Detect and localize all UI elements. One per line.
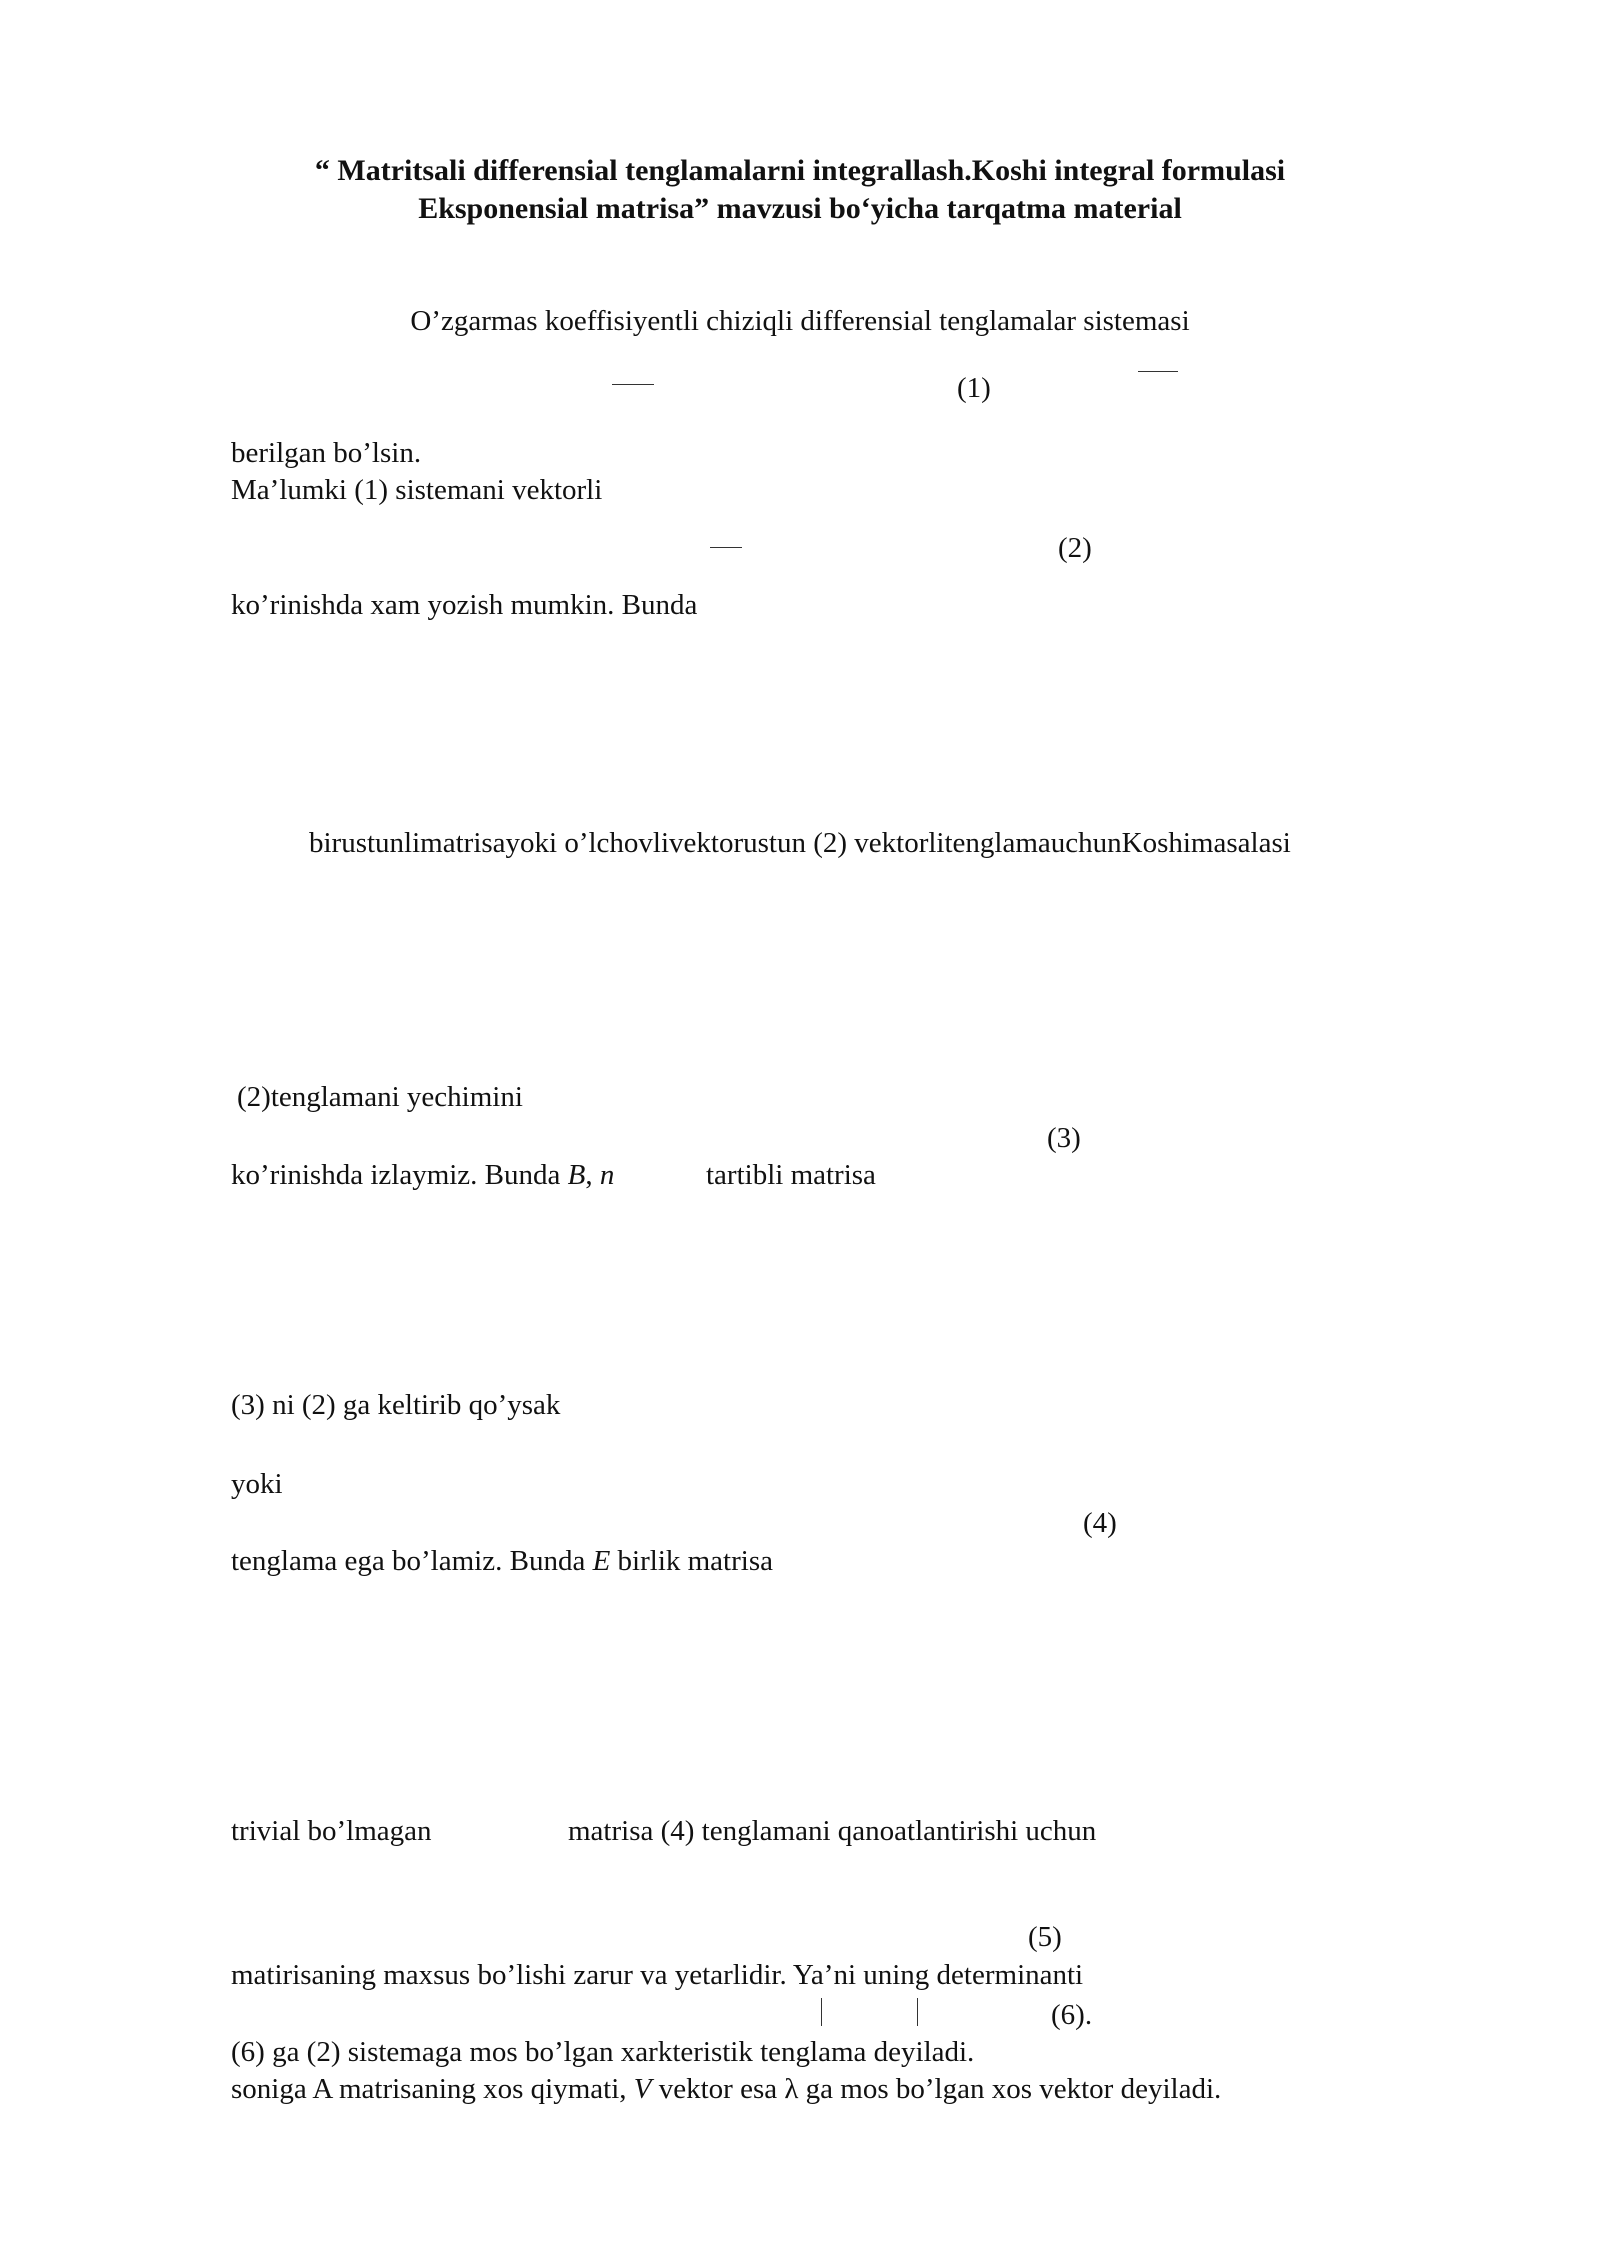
eigen-suffix: vektor esa λ ga mos bo’lgan xos vektor deyiladi. (651, 2073, 1222, 2105)
equation-suffix: birlik matrisa (610, 1545, 773, 1577)
identity-E-symbol: E (592, 1545, 611, 1577)
view-text: ko’rinishda xam yozish mumkin. Bunda (231, 589, 698, 621)
characteristic-text: (6) ga (2) sistemaga mos bo’lgan xarkteristik tenglama deyiladi. (231, 2036, 975, 2068)
eigen-prefix: soniga A matrisaning xos qiymati, (231, 2073, 634, 2105)
trivial-text-left: trivial bo’lmagan (231, 1815, 432, 1847)
equation-text (231, 1543, 773, 1579)
fraction-bar-2 (1138, 371, 1178, 372)
intro-text: O’zgarmas koeffisiyentli chiziqli differensial tenglamalar sistemasi (410, 305, 1190, 337)
fraction-bar-3 (710, 547, 742, 548)
special-matrix-text: matirisaning maxsus bo’lishi zarur va yetarlidir. Ya’ni uning determinanti (231, 1959, 1084, 1991)
equation-5-label: (5) (1028, 1921, 1062, 1953)
fraction-bar-1 (612, 384, 654, 385)
search-prefix: ko’rinishda izlaymiz. Bunda (231, 1159, 568, 1191)
eigen-text (231, 2071, 1221, 2107)
equation-1-label: (1) (957, 372, 991, 404)
document-title-line-1: “ Matritsali differensial tenglamalarni integrallash.Koshi integral formulasi (314, 154, 1286, 187)
determinant-bar-left (821, 1998, 822, 2026)
equation-3-label: (3) (1047, 1122, 1081, 1154)
solution-text: (2)tenglamani yechimini (237, 1081, 523, 1113)
search-comma: , (585, 1159, 600, 1191)
column-matrix-text: birustunlimatrisayoki o’lchovlivektorustun (2) vektorlitenglamauchunKoshimasalasi (309, 827, 1291, 859)
or-text: yoki (231, 1468, 283, 1500)
substitute-text: (3) ni (2) ga keltirib qo’ysak (231, 1389, 561, 1421)
document-title-line-2: Eksponensial matrisa” mavzusi bo‘yicha tarqatma material (418, 192, 1182, 225)
trivial-text-right: matrisa (4) tenglamani qanoatlantirishi uchun (568, 1815, 1097, 1847)
matrix-B-symbol: B (567, 1159, 586, 1191)
equation-6-label: (6). (1051, 1999, 1093, 2031)
eigenvector-V-symbol: V (633, 2073, 652, 2105)
determinant-bar-right (917, 1998, 918, 2026)
given-text: berilgan bo’lsin. (231, 437, 422, 469)
order-n-symbol: n (599, 1159, 615, 1191)
equation-prefix: tenglama ega bo’lamiz. Bunda (231, 1545, 593, 1577)
equation-2-label: (2) (1058, 532, 1092, 564)
equation-4-label: (4) (1083, 1507, 1117, 1539)
vector-form-text: Ma’lumki (1) sistemani vektorli (231, 474, 603, 506)
search-text (231, 1157, 614, 1193)
search-suffix: tartibli matrisa (706, 1159, 876, 1191)
